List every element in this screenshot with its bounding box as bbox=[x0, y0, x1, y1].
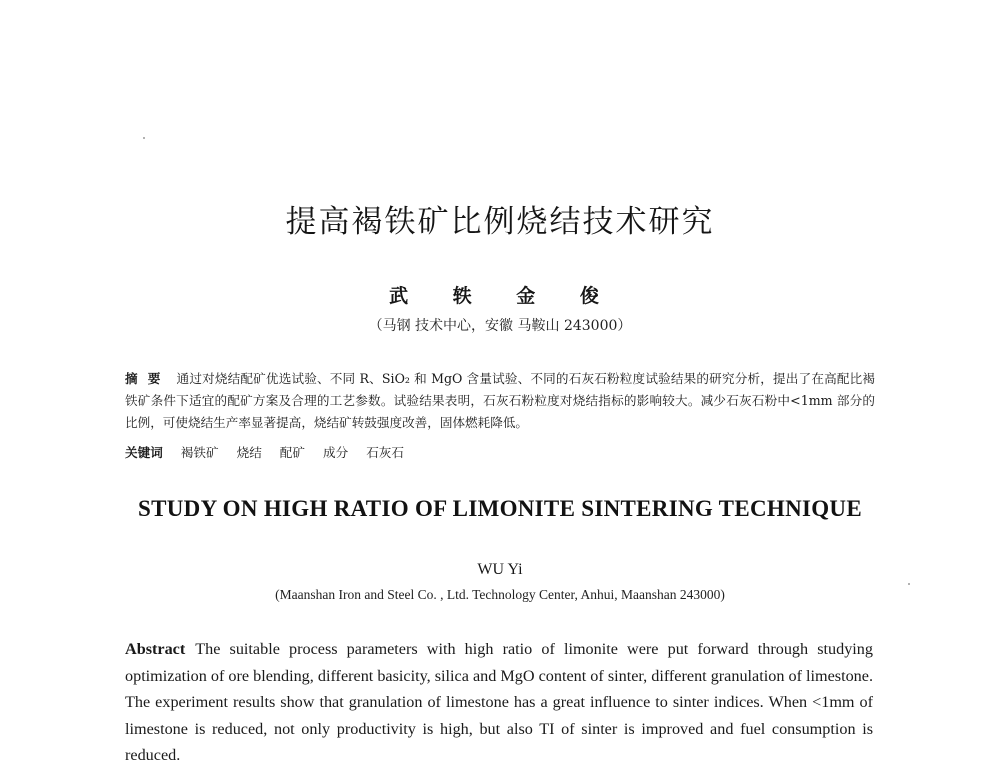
scan-speck bbox=[143, 137, 145, 139]
chinese-abstract-label: 摘要 bbox=[125, 371, 171, 386]
keyword: 石灰石 bbox=[366, 445, 404, 460]
chinese-title: 提高褐铁矿比例烧结技术研究 bbox=[285, 204, 715, 240]
chinese-abstract bbox=[125, 368, 875, 434]
english-author: WU Yi bbox=[477, 561, 523, 578]
english-abstract-text: The suitable process parameters with high ratio of limonite were put forward through studying optimization of ore blending, different basicity, silica and MgO content of sinter, different granulation of limestone. The experiment results show that granulation of limestone has a great influence to sinter indices. When <1mm of limestone is reduced, not only productivity is high, but also TI of sinter is improved and fuel consumption is reduced. bbox=[125, 640, 873, 764]
english-affiliation: (Maanshan Iron and Steel Co. , Ltd. Technology Center, Anhui, Maanshan 243000) bbox=[275, 587, 725, 602]
chinese-affiliation: （马钢 技术中心，安徽 马鞍山 243000） bbox=[368, 318, 632, 334]
chinese-authors: 武 轶 金 俊 bbox=[389, 285, 611, 307]
keyword: 成分 bbox=[323, 445, 349, 460]
keyword: 烧结 bbox=[236, 445, 262, 460]
keyword: 配矿 bbox=[279, 445, 305, 460]
english-abstract-label: Abstract bbox=[125, 640, 186, 658]
chinese-abstract-text: 通过对烧结配矿优选试验、不同 R、SiO₂ 和 MgO 含量试验、不同的石灰石粉粒度试验结果的研究分析，提出了在高配比褐铁矿条件下适宜的配矿方案及合理的工艺参数。试验结果表明，石灰石粉粒度对烧结指标的影响较大。减少石灰石粉中<1mm 部分的比例，可使烧结生产率显著提高，烧结矿转鼓强度改善，固体燃耗降低。 bbox=[125, 371, 875, 430]
chinese-keywords bbox=[125, 442, 875, 464]
english-abstract bbox=[125, 636, 873, 769]
english-title: STUDY ON HIGH RATIO OF LIMONITE SINTERING TECHNIQUE bbox=[138, 496, 862, 521]
scan-speck bbox=[908, 583, 910, 585]
chinese-keywords-label: 关键词 bbox=[125, 445, 163, 460]
keyword: 褐铁矿 bbox=[180, 445, 219, 460]
